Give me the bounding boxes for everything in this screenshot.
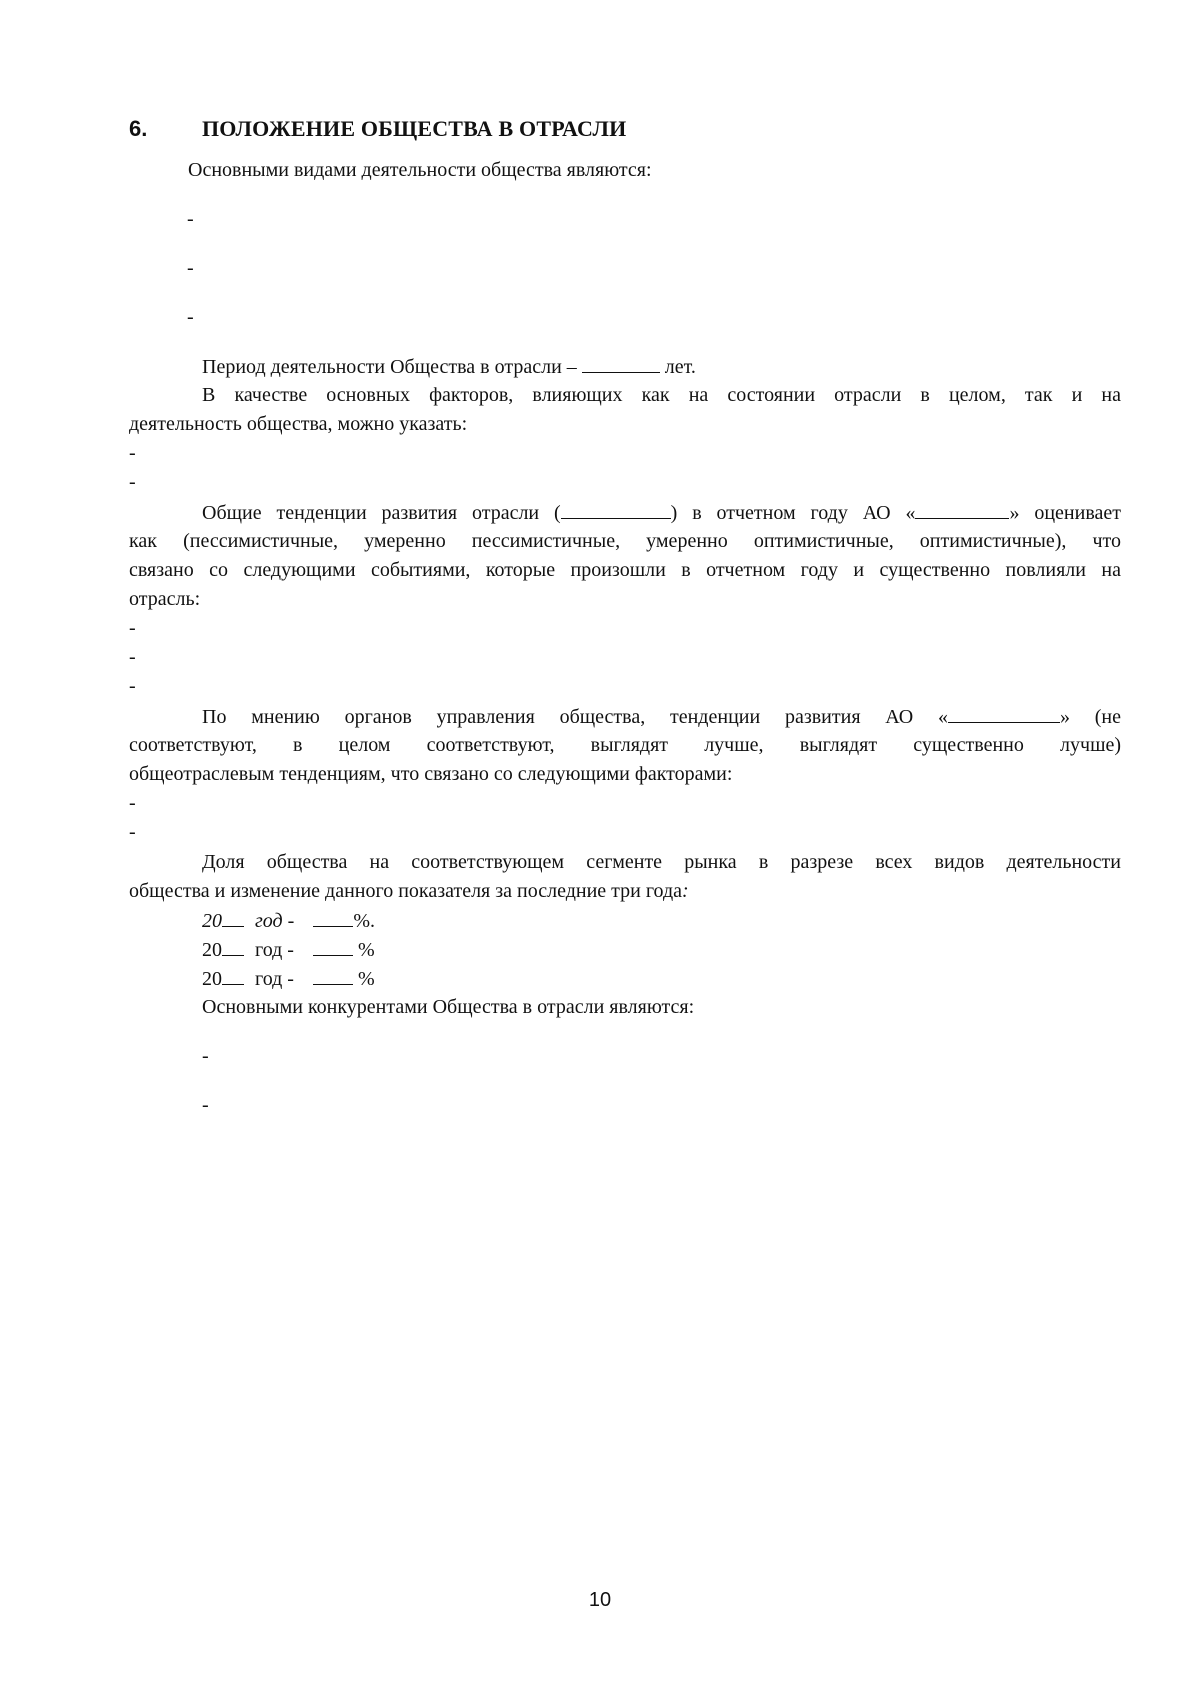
- factors-line-1: В качестве основных факторов, влияющих как на состоянии отрасли в целом, так и на: [202, 384, 1121, 406]
- year-label: год -: [255, 968, 294, 990]
- year-blank[interactable]: [222, 908, 244, 927]
- share-line-2: [129, 879, 689, 903]
- year-prefix: 20: [202, 968, 222, 990]
- management-line-1: [129, 704, 1121, 729]
- activities-intro: Основными видами деятельности общества являются:: [188, 159, 652, 181]
- period-unit: лет.: [664, 356, 696, 378]
- year-prefix: 20: [202, 939, 222, 961]
- management-factor-2: -: [129, 821, 136, 843]
- competitors-intro: Основными конкурентами Общества в отрасли являются:: [202, 996, 695, 1018]
- percent-blank[interactable]: [313, 908, 353, 927]
- management-line-2: соответствуют, в целом соответствуют, выглядят лучше, выглядят существенно лучше): [129, 734, 1121, 756]
- management-company-blank[interactable]: [948, 704, 1060, 723]
- percent-sign: %: [357, 968, 375, 990]
- event-item-3: -: [129, 675, 136, 697]
- trends-line-4: отрасль:: [129, 588, 201, 610]
- trends-text-c: » оценивает: [1009, 502, 1122, 524]
- percent-blank[interactable]: [313, 966, 353, 985]
- factor-item-1: -: [129, 442, 136, 464]
- share-year-row-1: [202, 908, 375, 933]
- management-text-a: По мнению органов управления общества, тенденции развития АО «: [202, 706, 948, 728]
- management-text-b: » (не: [1059, 706, 1121, 728]
- section-title: ПОЛОЖЕНИЕ ОБЩЕСТВА В ОТРАСЛИ: [202, 116, 627, 141]
- share-colon: :: [682, 880, 689, 902]
- page-number: 10: [588, 1589, 612, 1611]
- period-text: Период деятельности Общества в отрасли –: [202, 356, 577, 378]
- trends-text-b: ) в отчетном году АО «: [670, 502, 916, 524]
- management-line-3: общеотраслевым тенденциям, что связано со следующими факторами:: [129, 763, 733, 785]
- year-blank[interactable]: [222, 966, 244, 985]
- year-blank[interactable]: [222, 937, 244, 956]
- factors-line-2: деятельность общества, можно указать:: [129, 413, 468, 435]
- competitor-item-2: -: [202, 1094, 209, 1116]
- percent-sign: %: [357, 939, 375, 961]
- trends-text-a: Общие тенденции развития отрасли (: [202, 502, 561, 524]
- period-line: [202, 354, 696, 379]
- period-blank[interactable]: [582, 354, 660, 373]
- share-year-row-2: [202, 937, 375, 962]
- share-year-row-3: [202, 966, 375, 991]
- share-line-1: Доля общества на соответствующем сегменте рынка в разрезе всех видов деятельности: [202, 851, 1121, 873]
- year-label: год -: [255, 910, 295, 932]
- activity-item-2: -: [187, 257, 194, 279]
- percent-blank[interactable]: [313, 937, 353, 956]
- company-name-blank[interactable]: [915, 500, 1009, 519]
- event-item-2: -: [129, 646, 136, 668]
- event-item-1: -: [129, 617, 136, 639]
- management-factor-1: -: [129, 792, 136, 814]
- trends-line-1: [129, 500, 1121, 525]
- share-text: общества и изменение данного показателя за последние три года: [129, 880, 683, 902]
- industry-blank[interactable]: [561, 500, 671, 519]
- factor-item-2: -: [129, 471, 136, 493]
- activity-item-3: -: [187, 306, 194, 328]
- section-number: 6.: [129, 116, 148, 141]
- year-prefix: 20: [202, 910, 222, 932]
- competitor-item-1: -: [202, 1045, 209, 1067]
- year-label: год -: [255, 939, 294, 961]
- trends-line-3: связано со следующими событиями, которые произошли в отчетном году и существенно повлияли на: [129, 559, 1121, 581]
- trends-line-2: как (пессимистичные, умеренно пессимистичные, умеренно оптимистичные, оптимистичные), что: [129, 530, 1121, 552]
- activity-item-1: -: [187, 208, 194, 230]
- percent-sign: %.: [353, 910, 375, 932]
